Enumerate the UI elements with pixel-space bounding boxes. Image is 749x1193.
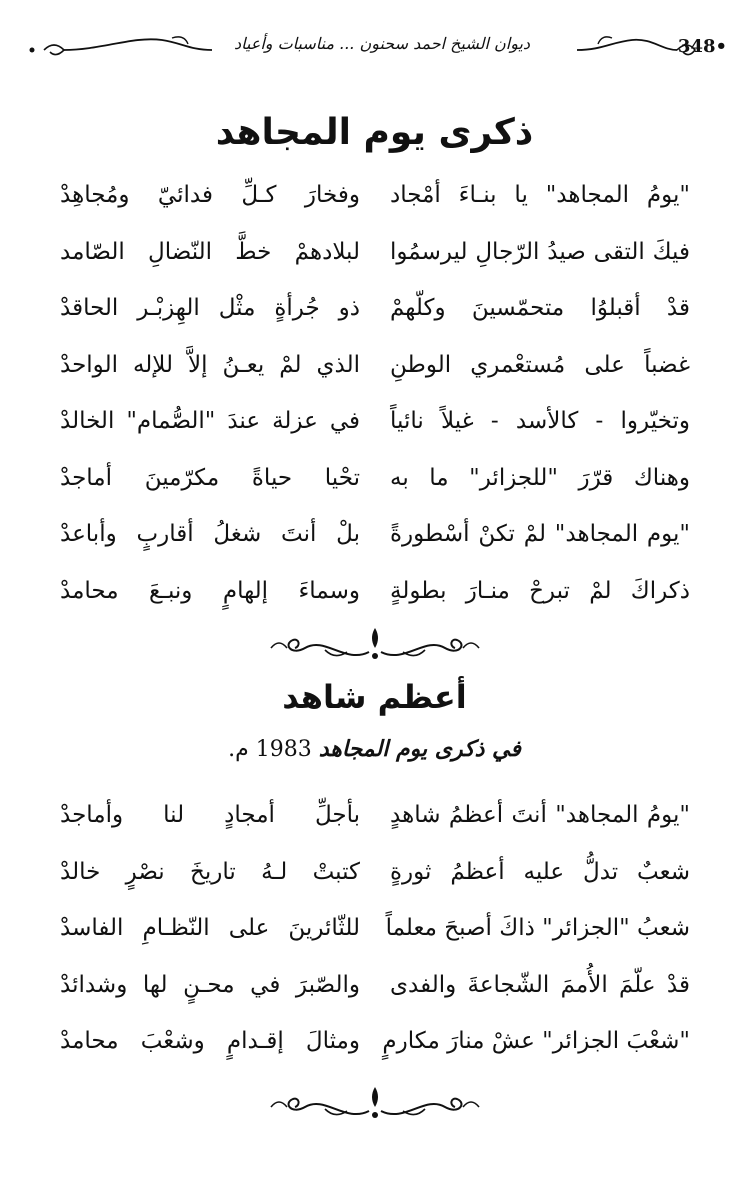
running-head: ديوان الشيخ احمد سحنون ... مناسبات وأعياد bbox=[233, 34, 531, 53]
verse-line bbox=[60, 507, 690, 564]
page-number: 348• bbox=[677, 36, 727, 57]
verse-line bbox=[60, 168, 690, 225]
poem2-subtitle bbox=[0, 736, 749, 762]
first-hemistich: شعبُ "الجزائر" ذاكَ أصبحَ معلماً bbox=[385, 915, 690, 942]
first-hemistich: ذكراكَ لمْ تبرحْ منـارَ بطولةٍ bbox=[390, 577, 690, 604]
second-hemistich: وفخارَ كـلِّ فدائيّ ومُجاهِدْ bbox=[60, 182, 360, 209]
first-hemistich: قدْ أقبلوُا متحمّسينَ وكلّهمْ bbox=[390, 295, 690, 322]
verse-line bbox=[60, 394, 690, 451]
second-hemistich: الذي لمْ يعـنُ إلاَّ للإله الواحدْ bbox=[60, 351, 360, 378]
first-hemistich: "يوم المجاهد" لمْ تكنْ أسْطورةً bbox=[390, 521, 690, 548]
first-hemistich: شعبٌ تدلُّ عليه أعظمُ ثورةٍ bbox=[390, 858, 690, 885]
first-hemistich: "شعْبَ الجزائر" عشْ منارَ مكارمٍ bbox=[382, 1028, 690, 1055]
second-hemistich: والصّبرَ في محـنٍ لها وشدائدْ bbox=[60, 971, 360, 998]
second-hemistich: في عزلة عندَ "الصُّمام" الخالدْ bbox=[60, 408, 360, 435]
verse-line bbox=[60, 338, 690, 395]
first-hemistich: "يومُ المجاهد" أنتَ أعظمُ شاهدٍ bbox=[390, 802, 690, 829]
poem2-subtitle-year: 1983 م. bbox=[228, 737, 312, 762]
poem1-body bbox=[60, 168, 690, 620]
second-hemistich: تحْيا حياةً مكرّمينَ أماجدْ bbox=[60, 464, 360, 491]
second-hemistich: بلْ أنتَ شغلُ أقاربٍ وأباعدْ bbox=[60, 521, 360, 548]
second-hemistich: ذو جُرأةٍ مثْل الهِزبْـر الحاقدْ bbox=[60, 295, 360, 322]
second-hemistich: بأجلِّ أمجادٍ لنا وأماجدْ bbox=[60, 802, 360, 829]
second-hemistich: ومثالَ إقـدامٍ وشعْبَ محامدْ bbox=[60, 1028, 360, 1055]
poem2-subtitle-occasion: في ذكرى يوم المجاهد bbox=[318, 736, 521, 762]
verse-line bbox=[60, 788, 690, 845]
first-hemistich: قدْ علّمَ الأُممَ الشّجاعةَ والفدى bbox=[390, 971, 690, 998]
section-divider-ornament bbox=[265, 1083, 485, 1131]
second-hemistich: كتبتْ لـهُ تاريخَ نصْرٍ خالدْ bbox=[60, 858, 360, 885]
second-hemistich: لبلادهمْ خطَّ النّضالِ الصّامد bbox=[60, 238, 360, 265]
first-hemistich: وتخيّروا - كالأسد - غيلاً نائياً bbox=[390, 408, 690, 435]
verse-line bbox=[60, 225, 690, 282]
verse-line bbox=[60, 564, 690, 621]
page-header bbox=[22, 28, 727, 68]
verse-line bbox=[60, 1014, 690, 1071]
section-divider-ornament bbox=[265, 624, 485, 672]
poem1-title: ذكرى يوم المجاهد bbox=[215, 112, 534, 153]
verse-line bbox=[60, 958, 690, 1015]
poem2-body bbox=[60, 788, 690, 1071]
first-hemistich: فيكَ التقى صيدُ الرّجالِ ليرسمُوا bbox=[390, 238, 690, 265]
poem2-title: أعظم شاهد bbox=[282, 678, 467, 716]
second-hemistich: وسماءَ إلهامٍ ونبـعَ محامدْ bbox=[60, 577, 360, 604]
second-hemistich: للثّائرينَ على النّظـامِ الفاسدْ bbox=[60, 915, 360, 942]
first-hemistich: "يومُ المجاهد" يا بنـاءَ أمْجاد bbox=[390, 182, 690, 209]
verse-line bbox=[60, 451, 690, 508]
verse-line bbox=[60, 281, 690, 338]
first-hemistich: وهناك قرّرَ "للجزائر" ما به bbox=[390, 464, 690, 491]
verse-line bbox=[60, 845, 690, 902]
verse-line bbox=[60, 901, 690, 958]
first-hemistich: غضباً على مُستعْمري الوطنِ bbox=[390, 351, 690, 378]
